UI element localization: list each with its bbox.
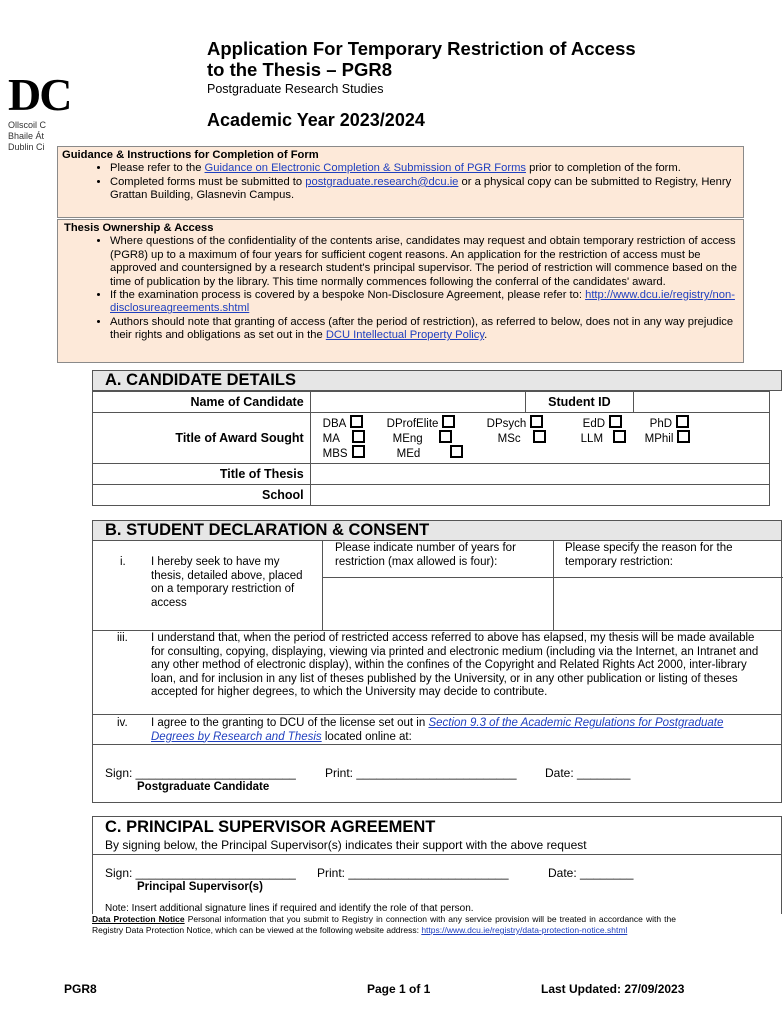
supervisor-note: Note: Insert additional signature lines if required and identify the role of that person. [105, 903, 474, 914]
school-field[interactable] [310, 485, 769, 506]
checkbox[interactable] [350, 415, 363, 428]
email-link[interactable]: postgraduate.research@dcu.ie [305, 175, 459, 188]
form-code: PGR8 [64, 982, 97, 996]
award-option-msc[interactable]: MSc [498, 430, 546, 445]
reason-column [554, 540, 783, 631]
guidance-item: • Completed forms must be submitted to postgraduate.research@dcu.ie or a physical copy can be submitted to Registry, Henry Grattan Building, Glasnevin Campus. [110, 176, 737, 203]
checkbox[interactable] [439, 430, 452, 443]
supervisor-intro: By signing below, the Principal Supervisor(s) indicates their support with the above request [105, 838, 587, 852]
academic-year: Academic Year 2023/2024 [207, 110, 425, 130]
item-number: iii. [117, 632, 128, 644]
years-column [322, 540, 554, 631]
title-line-2: to the Thesis – PGR8 [207, 59, 393, 80]
checkbox[interactable] [530, 415, 543, 428]
thesis-title-field[interactable] [310, 464, 769, 485]
award-label: Title of Award Sought [93, 413, 311, 464]
award-option-phd[interactable]: PhD [650, 415, 689, 430]
logo-text-3: Dublin Ci [8, 142, 45, 152]
ownership-item: • Where questions of the confidentiality of the contents arise, candidates may request and obtain temporary restriction of access (PGR8) up to a maximum of four years for sufficient cogent reasons. An application for the restriction of access must be approved and countersigned by a research student's principal supervisor. The period of restriction will commence based on the time of publication by the library. This time normally commences following the conferral of the candidates' award. [110, 235, 737, 289]
student-id-label: Student ID [525, 392, 633, 413]
last-updated: Last Updated: 27/09/2023 [541, 982, 685, 996]
school-label: School [93, 485, 311, 506]
dcu-logo [8, 69, 71, 153]
data-protection-notice: Data Protection Notice Personal information that you submit to Registry in connection with any service provision will be treated in accordance with the Registry Data Protection Notice, which can be viewed at the following website address: https://www.dcu.ie/registry/data-protection-notice.shtml [92, 914, 676, 935]
checkbox[interactable] [609, 415, 622, 428]
item-number: iv. [117, 717, 128, 729]
ownership-item: • Authors should note that granting of access (after the period of restriction), as referred to below, does not in any way prejudice their rights and obligations as set out in the DCU Intellectual Property Policy. [110, 316, 737, 343]
student-id-field[interactable] [633, 392, 769, 413]
supervisor-section [92, 816, 782, 914]
ip-policy-link[interactable]: DCU Intellectual Property Policy [325, 329, 485, 342]
restriction-request-text: I hereby seek to have my thesis, detailed above, placed on a temporary restriction of access [151, 556, 303, 609]
thesis-title-label: Title of Thesis [93, 464, 311, 485]
ownership-box [57, 219, 744, 363]
candidate-table [92, 391, 770, 506]
divider [93, 854, 781, 855]
section-b-heading: B. STUDENT DECLARATION & CONSENT [92, 520, 782, 541]
logo-mark: DC [8, 69, 71, 120]
checkbox[interactable] [352, 430, 365, 443]
candidate-sign-line[interactable]: Sign: ________________________ [105, 766, 296, 780]
supervisor-print-line[interactable]: Print: ________________________ [317, 866, 509, 880]
ownership-heading: Thesis Ownership & Access [64, 222, 214, 234]
ownership-item: • If the examination process is covered by a bespoke Non-Disclosure Agreement, please refer to: http://www.dcu.ie/registry/non-disclosureagreements.shtml [110, 289, 737, 316]
checkbox[interactable] [442, 415, 455, 428]
award-option-mbs[interactable]: MBS [323, 445, 365, 460]
award-option-med[interactable]: MEd [397, 445, 464, 460]
nda-link[interactable]: http://www.dcu.ie/registry/non-disclosureagreements.shtml [110, 289, 735, 315]
logo-text-1: Ollscoil C [8, 120, 47, 130]
declaration-request-row [92, 540, 782, 631]
award-options [310, 413, 769, 464]
supervisor-sign-line[interactable]: Sign: ________________________ [105, 866, 296, 880]
candidate-print-line[interactable]: Print: ________________________ [325, 766, 517, 780]
regulations-link[interactable]: Section 9.3 of the Academic Regulations for Postgraduate Degrees by Research and Thesis [151, 717, 724, 743]
reason-prompt: Please specify the reason for the temporary restriction: [554, 540, 783, 578]
award-option-dpsych[interactable]: DPsych [487, 415, 544, 430]
page-subtitle: Postgraduate Research Studies [207, 82, 384, 96]
name-label: Name of Candidate [93, 392, 311, 413]
award-option-meng[interactable]: MEng [393, 430, 452, 445]
candidate-date-line[interactable]: Date: ________ [545, 766, 631, 780]
checkbox[interactable] [533, 430, 546, 443]
award-option-dba[interactable]: DBA [323, 415, 364, 430]
guidance-box [57, 146, 744, 218]
award-option-dprofelite[interactable]: DProfElite [387, 415, 456, 430]
data-protection-link[interactable]: https://www.dcu.ie/registry/data-protection-notice.shtml [421, 925, 628, 935]
candidate-role-label: Postgraduate Candidate [137, 781, 270, 793]
reason-field[interactable] [554, 578, 783, 634]
checkbox[interactable] [450, 445, 463, 458]
award-option-llm[interactable]: LLM [581, 430, 626, 445]
guidance-heading: Guidance & Instructions for Completion of Form [62, 149, 319, 161]
declaration-terms-row [92, 630, 782, 715]
candidate-signature-block [92, 744, 782, 803]
page-number: Page 1 of 1 [367, 982, 431, 996]
license-text: I agree to the granting to DCU of the license set out in Section 9.3 of the Academic Regulations for Postgraduate Degrees by Research and Thesis located online at: [151, 717, 724, 743]
award-option-ma[interactable]: MA [323, 430, 365, 445]
title-line-1: Application For Temporary Restriction of Access [207, 38, 636, 59]
checkbox[interactable] [352, 445, 365, 458]
checkbox[interactable] [676, 415, 689, 428]
name-field[interactable] [310, 392, 525, 413]
guidance-link[interactable]: Guidance on Electronic Completion & Submission of PGR Forms [204, 162, 526, 175]
award-option-edd[interactable]: EdD [583, 415, 622, 430]
supervisor-date-line[interactable]: Date: ________ [548, 866, 634, 880]
award-option-mphil[interactable]: MPhil [645, 430, 691, 445]
declaration-license-row [92, 714, 782, 745]
guidance-item: • Please refer to the Guidance on Electronic Completion & Submission of PGR Forms prior to completion of the form. [110, 162, 737, 175]
item-number: i. [120, 556, 126, 568]
data-protection-label: Data Protection Notice [92, 914, 185, 924]
years-prompt: Please indicate number of years for restriction (max allowed is four): [323, 540, 553, 578]
section-c-heading: C. PRINCIPAL SUPERVISOR AGREEMENT [105, 818, 436, 836]
checkbox[interactable] [613, 430, 626, 443]
years-field[interactable] [323, 578, 553, 634]
logo-text-2: Bhaile Át [8, 131, 45, 141]
terms-text: I understand that, when the period of restricted access referred to above has elapsed, my thesis will be made available for consulting, copying, displaying, viewing via printed and electronic medium (including via the Internet, an Intranet and any other method of electronic display), within the confines of the Copyright and Related Rights Act 2000, inter-library loan, and for inclusion in any list of theses published by the University, or in any other publication or listing of theses accepted for higher degrees, to which the University may decide to contribute. [151, 632, 759, 699]
section-a-heading: A. CANDIDATE DETAILS [92, 370, 782, 391]
checkbox[interactable] [677, 430, 690, 443]
page-title [207, 38, 636, 80]
supervisor-role-label: Principal Supervisor(s) [137, 881, 263, 893]
